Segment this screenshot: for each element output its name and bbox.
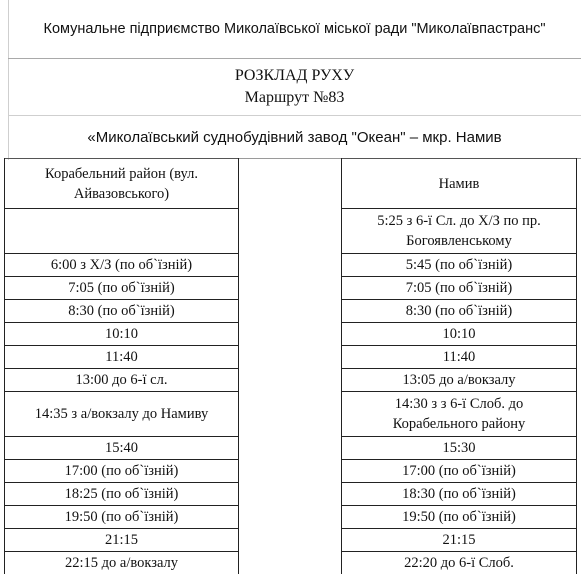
table-cell-right: 7:05 (по об`їзній) [342,276,576,299]
organization-title: Комунальне підприємство Миколаївської міської ради "Миколаївпастранс" [8,0,581,59]
table-cell-right: 15:30 [342,436,576,459]
right-column-header: Намив [342,158,576,208]
table-cell-right: 22:20 до 6-ї Слоб. [342,551,576,573]
route-number: Маршрут №83 [244,89,345,106]
route-name: «Миколаївський суднобудівний завод "Океан" – мкр. Намив [8,116,581,159]
table-cell-left: 11:40 [5,345,238,368]
table-cell-left: 21:15 [5,528,238,551]
table-cell-right: 8:30 (по об`їзній) [342,299,576,322]
table-cell-right: 5:45 (по об`їзній) [342,253,576,276]
table-cell-right: 18:30 (по об`їзній) [342,482,576,505]
table-cell-right: 17:00 (по об`їзній) [342,459,576,482]
table-cell-left: 18:25 (по об`їзній) [5,482,238,505]
column-namyv [341,158,577,574]
schedule-title: РОЗКЛАД РУХУ [234,67,355,84]
table-cell-left: 14:35 з а/вокзалу до Намиву [5,391,238,436]
table-cell-left: 6:00 з Х/З (по об`їзній) [5,253,238,276]
table-cell-left: 17:00 (по об`їзній) [5,459,238,482]
table-cell-right: 5:25 з 6-ї Сл. до Х/З по пр. Богоявленському [342,208,576,253]
table-cell-right: 10:10 [342,322,576,345]
table-cell-right: 19:50 (по об`їзній) [342,505,576,528]
timetable [0,158,581,574]
column-korabelnyi [4,158,239,574]
table-cell-right: 21:15 [342,528,576,551]
table-cell-left: 19:50 (по об`їзній) [5,505,238,528]
table-cell-right: 14:30 з з 6-ї Слоб. до Корабельного району [342,391,576,436]
table-cell-left: 10:10 [5,322,238,345]
table-cell-left: 8:30 (по об`їзній) [5,299,238,322]
table-cell-left [5,208,238,253]
table-cell-left: 13:00 до 6-ї сл. [5,368,238,391]
left-column-header: Корабельний район (вул. Айвазовського) [5,158,238,208]
table-cell-right: 11:40 [342,345,576,368]
table-cell-left: 7:05 (по об`їзній) [5,276,238,299]
table-cell-left: 15:40 [5,436,238,459]
table-cell-left: 22:15 до а/вокзалу [5,551,238,573]
table-cell-right: 13:05 до а/вокзалу [342,368,576,391]
schedule-heading [8,59,581,116]
